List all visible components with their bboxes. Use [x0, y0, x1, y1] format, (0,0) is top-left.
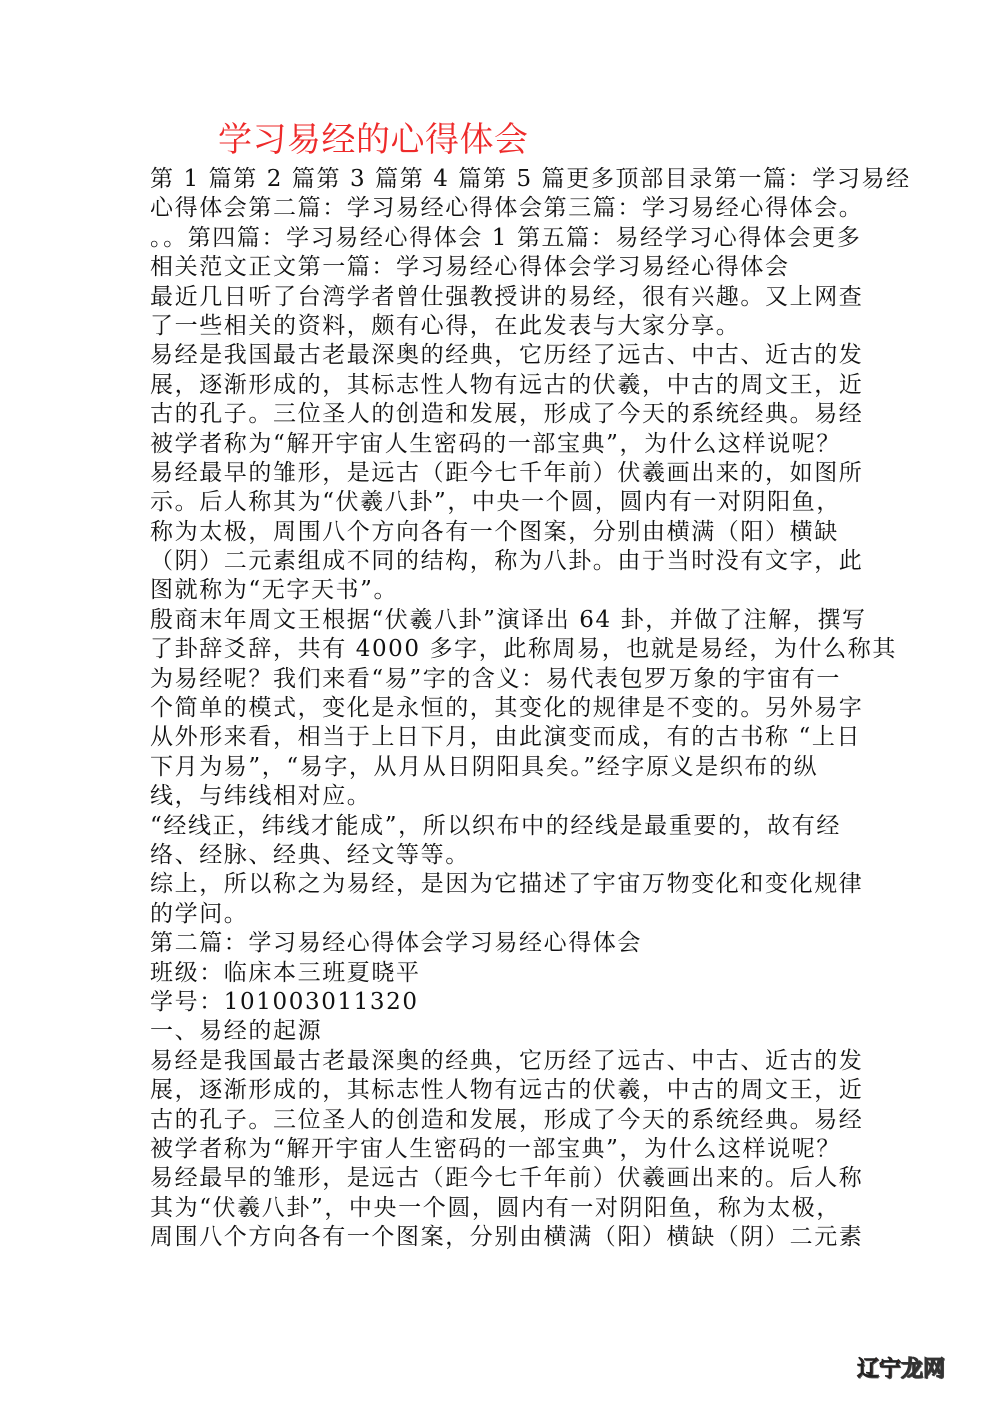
- text-line: 被学者称为“解开宇宙人生密码的一部宝典”，为什么这样说呢？: [150, 430, 841, 457]
- text-line: 古的孔子。三位圣人的创造和发展，形成了今天的系统经典。易经: [150, 401, 864, 428]
- text-line: 古的孔子。三位圣人的创造和发展，形成了今天的系统经典。易经: [150, 1106, 864, 1133]
- text-line: 。。第四篇：学习易经心得体会 1 第五篇：易经学习心得体会更多: [150, 224, 862, 251]
- text-line: 周围八个方向各有一个图案，分别由横满（阳）横缺（阴）二元素: [150, 1224, 864, 1251]
- text-line: 线，与纬线相对应。: [150, 783, 372, 810]
- text-line: 个简单的模式，变化是永恒的，其变化的规律是不变的。另外易字: [150, 695, 864, 722]
- text-line: 易经是我国最古老最深奥的经典，它历经了远古、中古、近古的发: [150, 342, 864, 369]
- text-line: 最近几日听了台湾学者曾仕强教授讲的易经，很有兴趣。又上网查: [150, 283, 864, 310]
- text-line: 第 1 篇第 2 篇第 3 篇第 4 篇第 5 篇更多顶部目录第一篇：学习易经: [150, 166, 911, 192]
- text-line: 展，逐渐形成的，其标志性人物有远古的伏羲，中古的周文王，近: [150, 1077, 864, 1104]
- document-body: [150, 165, 911, 1252]
- text-line: 示。后人称其为“伏羲八卦”，中央一个圆，圆内有一对阴阳鱼，: [150, 489, 841, 516]
- text-line: 其为“伏羲八卦”，中央一个圆，圆内有一对阴阳鱼，称为太极，: [150, 1194, 841, 1221]
- text-line: 被学者称为“解开宇宙人生密码的一部宝典”，为什么这样说呢？: [150, 1135, 841, 1162]
- watermark-logo: [857, 1356, 945, 1384]
- text-line: 下月为易”，“易字，从月从日阴阳具矣。”经字原义是织布的纵: [150, 753, 819, 780]
- section-heading: 第二篇：学习易经心得体会学习易经心得体会: [150, 930, 642, 957]
- watermark-red-text: 辽宁: [857, 1357, 902, 1382]
- class-info: 班级：临床本三班夏晓平: [150, 959, 421, 986]
- text-line: 心得体会第二篇：学习易经心得体会第三篇：学习易经心得体会。: [150, 195, 864, 222]
- text-line: 综上，所以称之为易经，是因为它描述了宇宙万物变化和变化规律: [150, 871, 864, 898]
- text-line: 为易经呢？我们来看“易”字的含义：易代表包罗万象的宇宙有一: [150, 665, 841, 692]
- text-line: 了卦辞爻辞，共有 4000 多字，此称周易，也就是易经，为什么称其: [150, 636, 897, 663]
- document-title: 学习易经的心得体会: [218, 120, 529, 160]
- text-line: 络、经脉、经典、经文等等。: [150, 841, 470, 868]
- subsection-heading: 一、易经的起源: [150, 1018, 323, 1045]
- text-line: 图就称为“无字天书”。: [150, 577, 399, 604]
- text-line: 殷商末年周文王根据“伏羲八卦”演译出 64 卦，并做了注解，撰写: [150, 606, 867, 633]
- student-id: 学号：101003011320: [150, 988, 419, 1015]
- text-line: 从外形来看，相当于上日下月，由此演变而成，有的古书称 “上日: [150, 724, 862, 751]
- text-line: 的学问。: [150, 900, 249, 927]
- text-line: 了一些相关的资料，颇有心得，在此发表与大家分享。: [150, 312, 741, 339]
- text-line: 易经是我国最古老最深奥的经典，它历经了远古、中古、近古的发: [150, 1047, 864, 1074]
- text-line: （阴）二元素组成不同的结构，称为八卦。由于当时没有文字，此: [150, 548, 864, 575]
- text-line: 相关范文正文第一篇：学习易经心得体会学习易经心得体会: [150, 254, 790, 281]
- watermark-gray-text: 龙网: [901, 1357, 946, 1382]
- text-line: 易经最早的雏形，是远古（距今七千年前）伏羲画出来的。后人称: [150, 1165, 864, 1192]
- text-line: “经线正，纬线才能成”，所以织布中的经线是最重要的，故有经: [150, 812, 841, 839]
- text-line: 易经最早的雏形，是远古（距今七千年前）伏羲画出来的，如图所: [150, 459, 864, 486]
- text-line: 称为太极，周围八个方向各有一个图案，分别由横满（阳）横缺: [150, 518, 839, 545]
- text-line: 展，逐渐形成的，其标志性人物有远古的伏羲，中古的周文王，近: [150, 371, 864, 398]
